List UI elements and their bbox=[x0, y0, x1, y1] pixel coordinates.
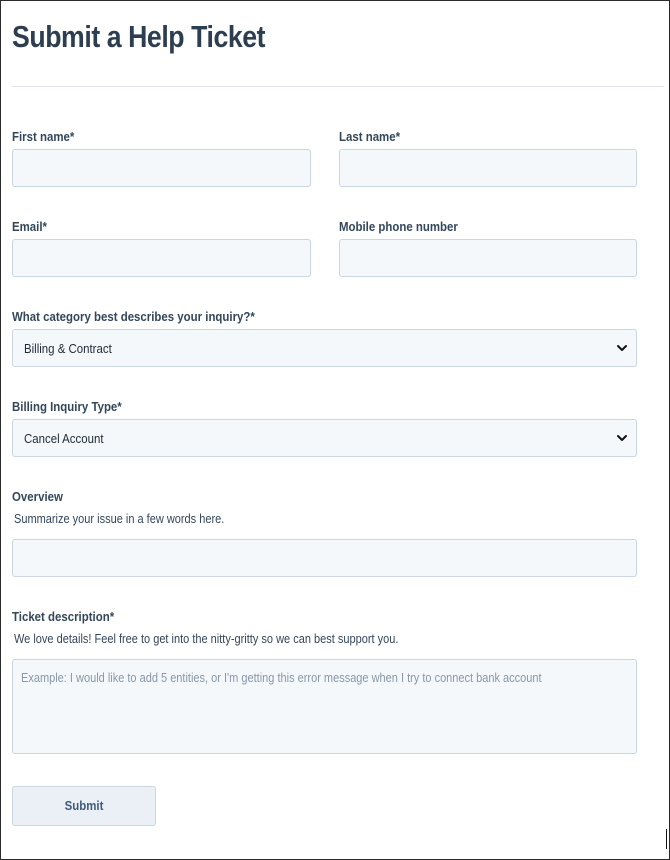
overview-help-text: Summarize your issue in a few words here. bbox=[14, 512, 225, 526]
text-cursor bbox=[666, 829, 667, 849]
description-help-text: We love details! Feel free to get into the nitty-gritty so we can best support you. bbox=[14, 632, 399, 646]
description-label: Ticket description* bbox=[12, 609, 115, 624]
page-title: Submit a Help Ticket bbox=[12, 19, 266, 54]
first-name-input[interactable] bbox=[12, 149, 311, 187]
chevron-down-icon bbox=[616, 433, 628, 443]
description-placeholder: Example: I would like to add 5 entities, or I'm getting this error message when I try to connect bank account bbox=[21, 671, 542, 685]
mobile-phone-input[interactable] bbox=[339, 239, 637, 277]
chevron-down-icon bbox=[616, 343, 628, 353]
overview-input[interactable] bbox=[12, 539, 637, 577]
email-label: Email* bbox=[12, 219, 47, 234]
overview-label: Overview bbox=[12, 489, 63, 504]
email-input[interactable] bbox=[12, 239, 311, 277]
category-label: What category best describes your inquiry?* bbox=[12, 309, 255, 324]
mobile-phone-label: Mobile phone number bbox=[339, 219, 458, 234]
submit-button[interactable] bbox=[12, 786, 156, 826]
category-select[interactable] bbox=[12, 329, 637, 367]
first-name-label: First name* bbox=[12, 129, 75, 144]
last-name-label: Last name* bbox=[339, 129, 401, 144]
submit-button-label: Submit bbox=[64, 798, 104, 813]
category-selected-value: Billing & Contract bbox=[24, 341, 112, 356]
billing-type-select[interactable] bbox=[12, 419, 637, 457]
last-name-input[interactable] bbox=[339, 149, 637, 187]
billing-type-label: Billing Inquiry Type* bbox=[12, 399, 122, 414]
billing-type-selected-value: Cancel Account bbox=[24, 431, 104, 446]
title-divider bbox=[12, 86, 664, 87]
description-textarea[interactable] bbox=[12, 659, 637, 754]
